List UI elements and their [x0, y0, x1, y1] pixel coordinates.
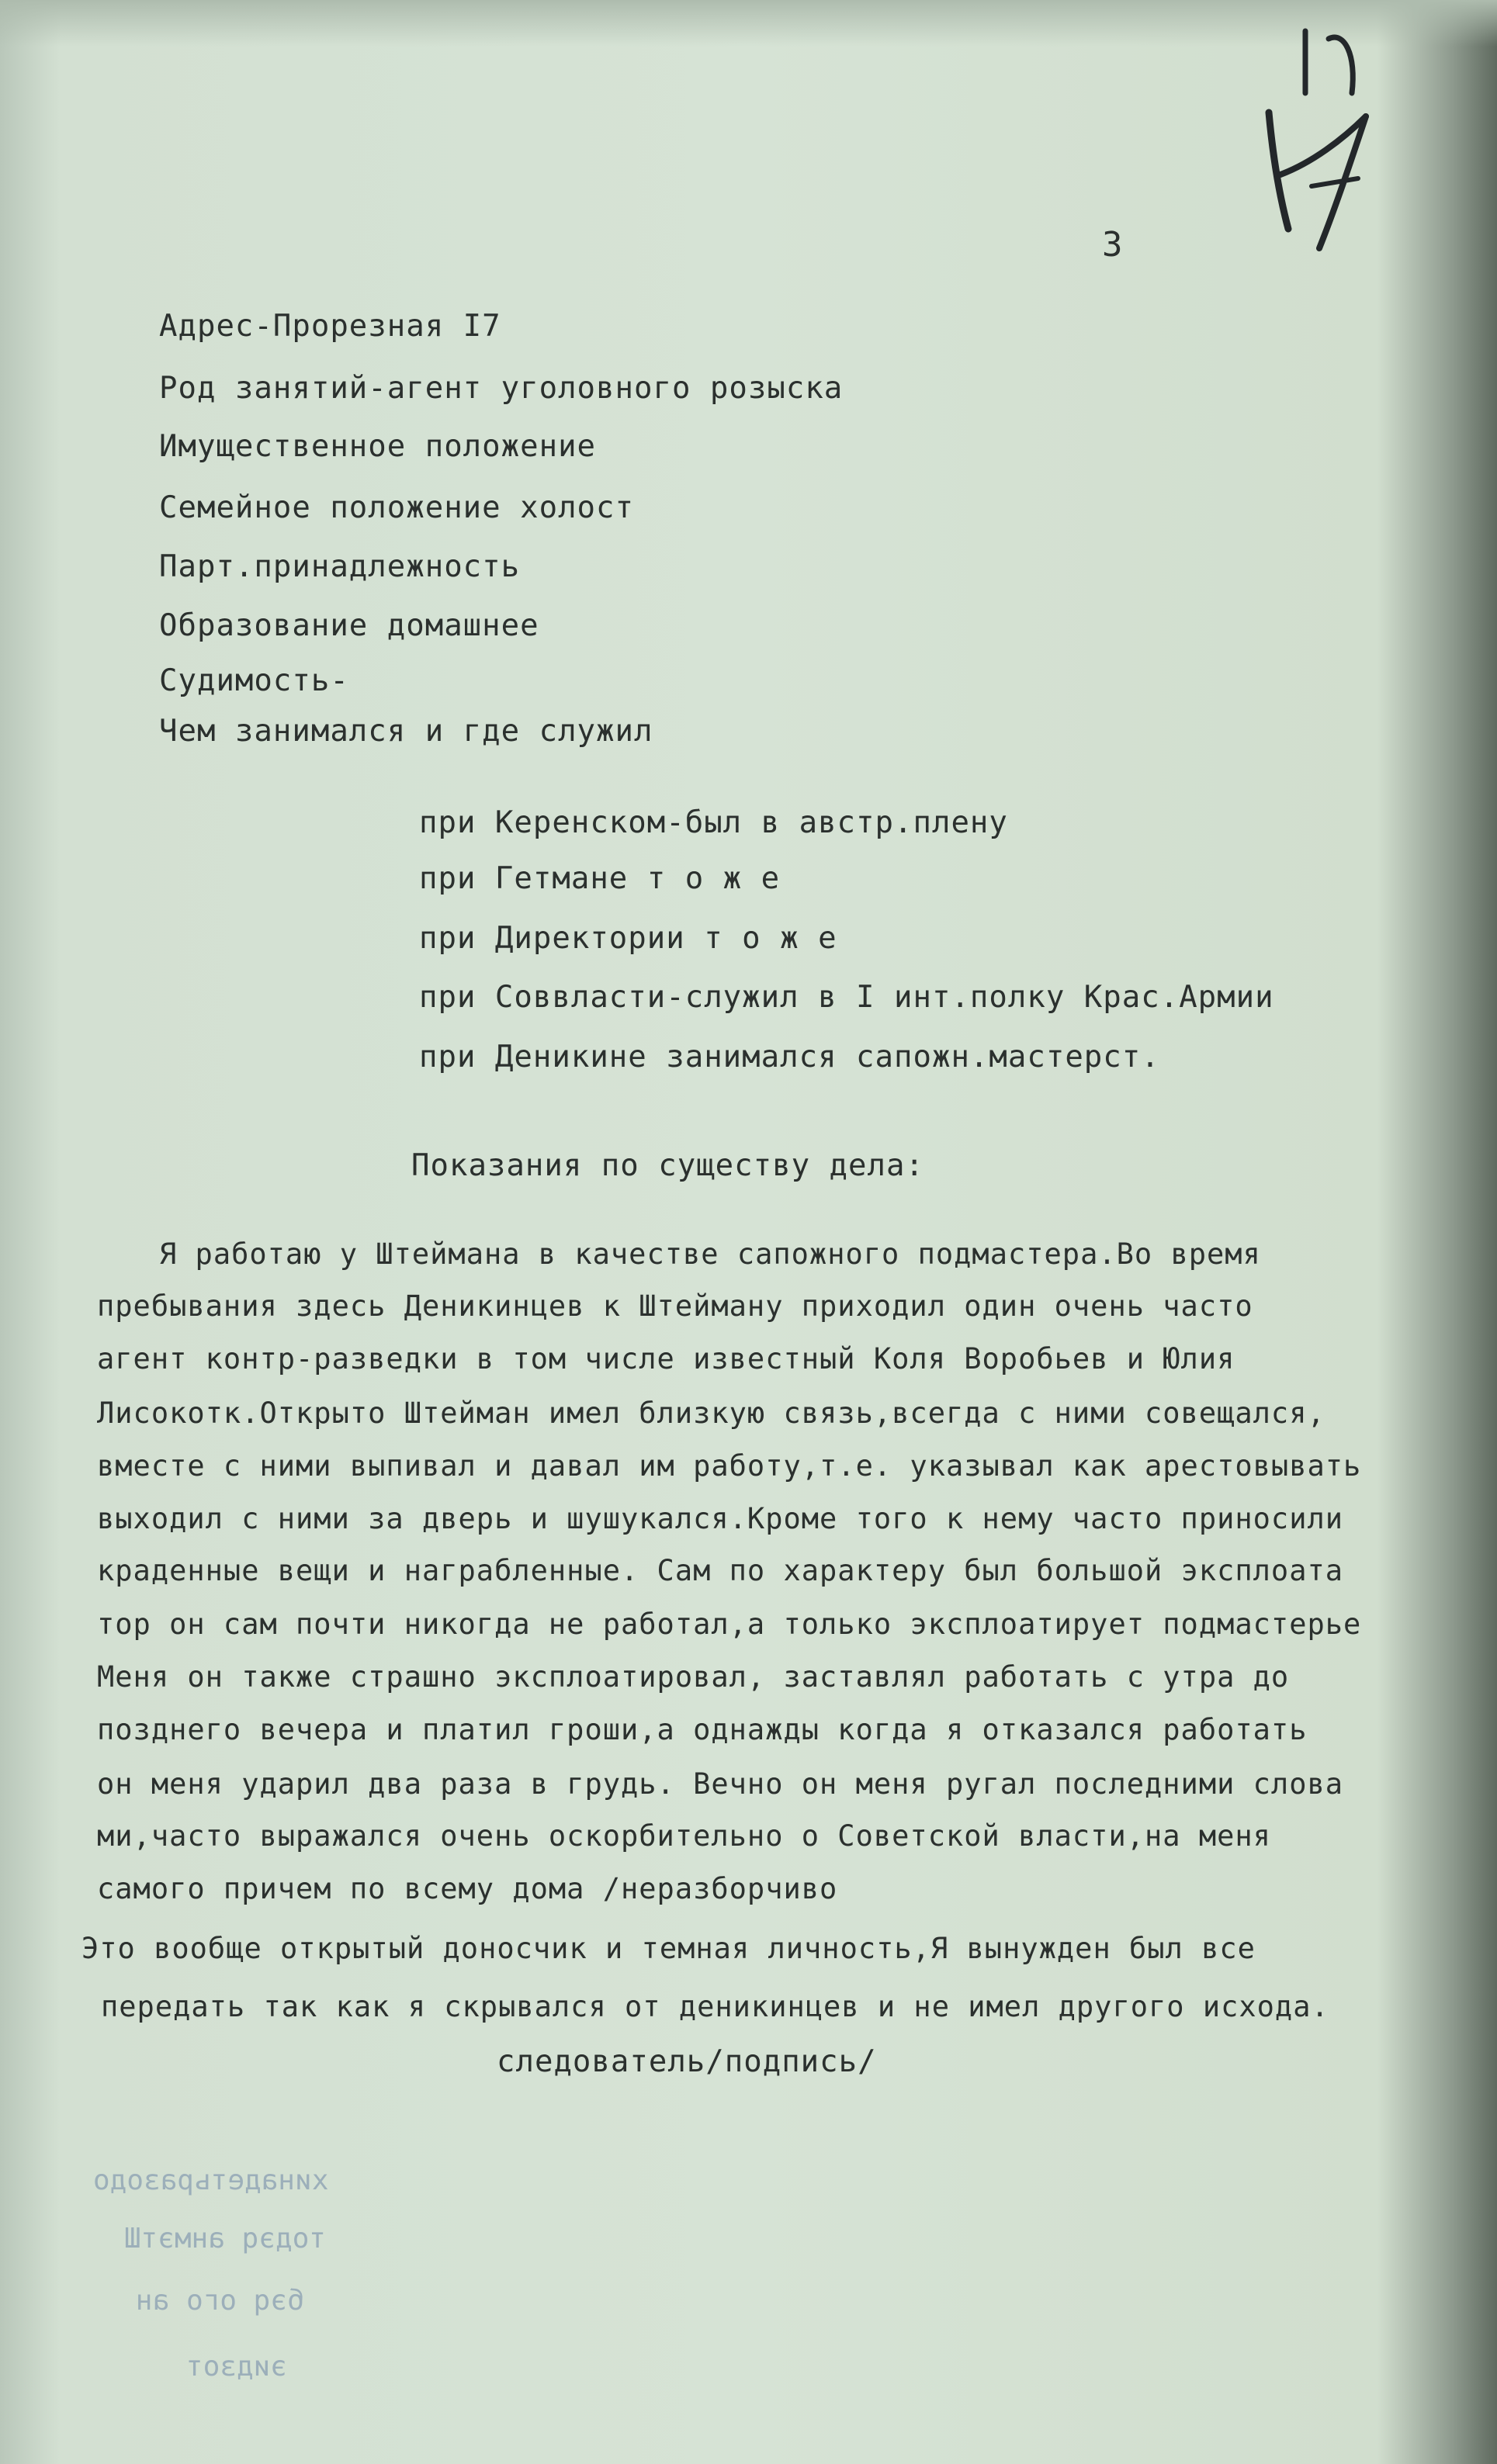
bleed-through-text: бэq ого ан: [136, 2285, 304, 2317]
testimony-line: тор он сам почти никогда не работал,а только эксплоатирует подмастерье: [97, 1607, 1362, 1641]
testimony-line: вместе с ними выпивал и давал им работу,т.е. указывал как арестовывать: [97, 1449, 1362, 1483]
history-hetman: при Гетмане т о ж е: [419, 861, 781, 896]
testimony-line: выходил с ними за дверь и шушукался.Кроме того к нему часто приносили: [97, 1502, 1344, 1535]
testimony-line: позднего вечера и платил гроши,а однажды когда я отказался работать: [97, 1713, 1308, 1746]
history-directory: при Директории т о ж е: [419, 921, 837, 956]
field-property-status: Имущественное положение: [159, 429, 597, 464]
investigator-signature-line: следователь/подпись/: [497, 2044, 877, 2079]
testimony-line: ми,часто выражался очень оскорбительно о Советской власти,на меня: [97, 1819, 1271, 1853]
testimony-line: он меня ударил два раза в грудь. Вечно он меня ругал последними слова: [97, 1767, 1344, 1801]
closing-line: Это вообще открытый доносчик и темная личность,Я вынужден был все: [81, 1932, 1256, 1965]
history-kerensky: при Керенском-был в австр.плену: [419, 805, 1008, 840]
field-party-affiliation: Парт.принадлежность: [159, 549, 521, 584]
history-denikin: при Деникине занимался сапожн.мастерст.: [419, 1040, 1160, 1075]
bleed-through-text: хинадетьразодо: [93, 2165, 329, 2196]
field-occupation: Род занятий-агент уголовного розыска: [159, 371, 844, 406]
testimony-line: Я работаю у Штеймана в качестве сапожного подмастера.Во время: [159, 1237, 1261, 1271]
field-education: Образование домашнее: [159, 608, 539, 643]
field-family-status: Семейное положение холост: [159, 490, 634, 525]
field-employment-history: Чем занимался и где служил: [159, 714, 653, 749]
history-soviet: при Соввласти-служил в I инт.полку Крас.Армии: [419, 980, 1274, 1015]
folio-number-handwritten: [1257, 23, 1381, 256]
field-criminal-record: Судимость-: [159, 663, 349, 698]
testimony-line: пребывания здесь Деникинцев к Штейману приходил один очень часто: [97, 1289, 1253, 1323]
testimony-line: агент контр-разведки в том числе известный Коля Воробьев и Юлия: [97, 1342, 1235, 1376]
testimony-line: самого причем по всему дома /неразборчиво: [97, 1872, 838, 1905]
testimony-line: Меня он также страшно эксплоатировал, заставлял работать с утра до: [97, 1660, 1290, 1694]
bleed-through-text: тодэq анмэтШ: [124, 2223, 327, 2255]
section-heading: Показания по существу дела:: [411, 1148, 924, 1183]
page-number: 3: [1102, 225, 1123, 265]
closing-line: передать так как я скрывался от деникинцев и не имел другого исхода.: [101, 1990, 1329, 2023]
bleed-through-text: эидзот: [186, 2351, 288, 2383]
field-address: Адрес-Прорезная I7: [159, 309, 501, 344]
testimony-line: краденные вещи и награбленные. Сам по характеру был большой эксплоата: [97, 1554, 1344, 1587]
testimony-line: Лисокотк.Открыто Штейман имел близкую связь,всегда с ними совещался,: [97, 1396, 1325, 1430]
